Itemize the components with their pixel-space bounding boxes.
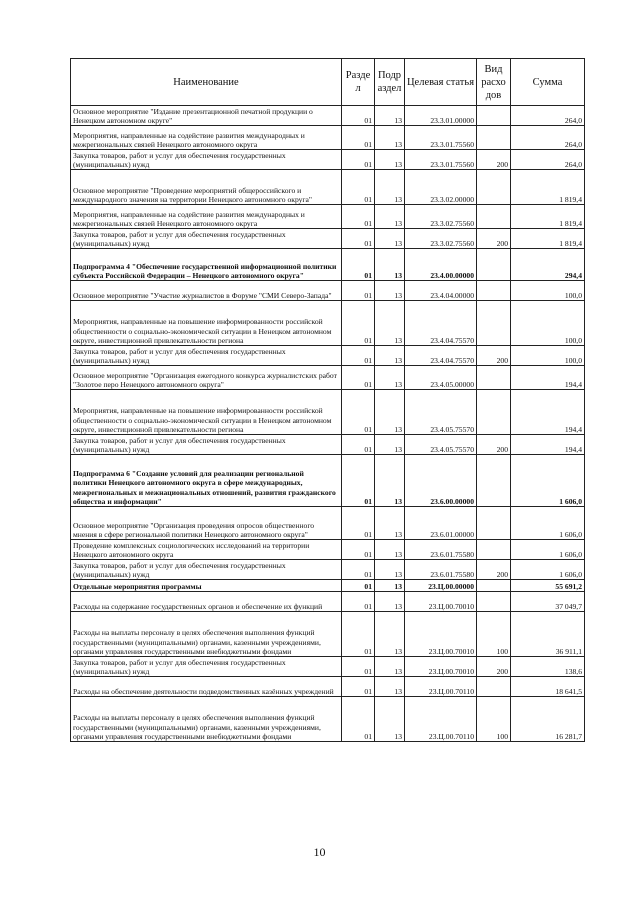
header-target-article: Целевая статья: [405, 59, 477, 106]
table-row: [71, 592, 585, 612]
page-number: 10: [313, 845, 326, 859]
row-sum: 294,4: [511, 249, 585, 281]
row-target-article: 23.4.05.00000: [405, 366, 477, 390]
row-expense-type: [477, 301, 511, 346]
row-target-article: 23.4.04.75570: [405, 301, 477, 346]
row-target-article: 23.3.02.75560: [405, 229, 477, 249]
row-name: Основное мероприятие "Проведение мероприятий общероссийского и международного значения на территории Ненецкого автономного округа": [71, 170, 342, 205]
row-target-article: 23.Ц.00.70110: [405, 677, 477, 697]
row-subsection: 13: [375, 677, 405, 697]
row-target-article: 23.6.01.75580: [405, 560, 477, 580]
row-name: Основное мероприятие "Участие журналистов в Форуме "СМИ Северо-Запада": [71, 281, 342, 301]
row-sum: 264,0: [511, 150, 585, 170]
row-section: 01: [342, 560, 375, 580]
row-name: Расходы на содержание государственных органов и обеспечение их функций: [71, 592, 342, 612]
table-row: [71, 657, 585, 677]
row-name: Расходы на обеспечение деятельности подведомственных казённых учреждений: [71, 677, 342, 697]
table-row: [71, 106, 585, 126]
row-expense-type: [477, 507, 511, 540]
row-expense-type: 100: [477, 697, 511, 742]
row-target-article: 23.6.01.00000: [405, 507, 477, 540]
row-name: Основное мероприятие "Организация ежегодного конкурса журналистских работ "Золотое перо Ненецкого автономного округа": [71, 366, 342, 390]
row-section: 01: [342, 170, 375, 205]
row-expense-type: 200: [477, 346, 511, 366]
row-name: Проведение комплексных социологических исследований на территории Ненецкого автономного округа: [71, 540, 342, 560]
row-name: Мероприятия, направленные на содействие развития международных и межрегиональных связей Ненецкого автономного округа: [71, 205, 342, 229]
row-section: 01: [342, 229, 375, 249]
row-target-article: 23.Ц.00.70010: [405, 592, 477, 612]
row-section: 01: [342, 657, 375, 677]
row-sum: 264,0: [511, 126, 585, 150]
row-subsection: 13: [375, 455, 405, 507]
row-target-article: 23.4.05.75570: [405, 435, 477, 455]
table-row: [71, 540, 585, 560]
row-sum: 194,4: [511, 390, 585, 435]
row-subsection: 13: [375, 346, 405, 366]
table-row: [71, 229, 585, 249]
header-subsection: Подр аздел: [375, 59, 405, 106]
table-row: [71, 346, 585, 366]
row-expense-type: 200: [477, 657, 511, 677]
row-subsection: 13: [375, 697, 405, 742]
row-sum: 55 691,2: [511, 580, 585, 592]
table-row: [71, 612, 585, 657]
table-row: [71, 170, 585, 205]
row-name: Расходы на выплаты персоналу в целях обеспечения выполнения функций государственными (муниципальными) органами, казенными учреждениями, органами управления государственными внебюджетными фондами: [71, 697, 342, 742]
row-section: 01: [342, 507, 375, 540]
row-subsection: 13: [375, 301, 405, 346]
row-section: 01: [342, 612, 375, 657]
row-sum: 1 819,4: [511, 170, 585, 205]
header-sum: Сумма: [511, 59, 585, 106]
row-expense-type: [477, 205, 511, 229]
row-section: 01: [342, 455, 375, 507]
row-subsection: 13: [375, 592, 405, 612]
row-section: 01: [342, 366, 375, 390]
row-expense-type: [477, 455, 511, 507]
table-row: [71, 281, 585, 301]
row-target-article: 23.Ц.00.70010: [405, 612, 477, 657]
row-expense-type: 200: [477, 229, 511, 249]
row-sum: 100,0: [511, 301, 585, 346]
row-expense-type: 100: [477, 612, 511, 657]
row-name: Мероприятия, направленные на повышение информированности российской общественности о социально-экономической ситуации в Ненецком автономном округе, инвестиционной привлекательности региона: [71, 390, 342, 435]
row-name: Мероприятия, направленные на повышение информированности российской общественности о социально-экономической ситуации в Ненецком автономном округе, инвестиционной привлекательности региона: [71, 301, 342, 346]
table-row: [71, 435, 585, 455]
row-subsection: 13: [375, 229, 405, 249]
row-expense-type: [477, 170, 511, 205]
row-subsection: 13: [375, 580, 405, 592]
row-section: 01: [342, 106, 375, 126]
row-section: 01: [342, 540, 375, 560]
table-row: [71, 150, 585, 170]
row-section: 01: [342, 301, 375, 346]
row-section: 01: [342, 580, 375, 592]
row-subsection: 13: [375, 390, 405, 435]
row-sum: 264,0: [511, 106, 585, 126]
row-name: Отдельные мероприятия программы: [71, 580, 342, 592]
table-row: [71, 560, 585, 580]
row-name: Закупка товаров, работ и услуг для обеспечения государственных (муниципальных) нужд: [71, 657, 342, 677]
row-target-article: 23.3.01.00000: [405, 106, 477, 126]
row-sum: 100,0: [511, 281, 585, 301]
table-row: [71, 390, 585, 435]
row-sum: 16 281,7: [511, 697, 585, 742]
row-subsection: 13: [375, 249, 405, 281]
row-subsection: 13: [375, 205, 405, 229]
row-target-article: 23.3.02.00000: [405, 170, 477, 205]
row-expense-type: [477, 677, 511, 697]
row-name: Основное мероприятие "Издание презентационной печатной продукции о Ненецком автономном округе": [71, 106, 342, 126]
row-target-article: 23.3.01.75560: [405, 150, 477, 170]
row-name: Подпрограмма 6 "Создание условий для реализации региональной политики Ненецкого автономного округа в сфере международных, межрегиональных и межнациональных отношений, развития гражданского общества и информации": [71, 455, 342, 507]
row-sum: 1 819,4: [511, 205, 585, 229]
row-sum: 138,6: [511, 657, 585, 677]
row-target-article: 23.6.00.00000: [405, 455, 477, 507]
row-sum: 36 911,1: [511, 612, 585, 657]
header-section: Разде л: [342, 59, 375, 106]
row-sum: 100,0: [511, 346, 585, 366]
row-section: 01: [342, 150, 375, 170]
row-name: Мероприятия, направленные на содействие развития международных и межрегиональных связей Ненецкого автономного округа: [71, 126, 342, 150]
row-expense-type: [477, 390, 511, 435]
row-section: 01: [342, 697, 375, 742]
row-expense-type: [477, 592, 511, 612]
row-subsection: 13: [375, 657, 405, 677]
table-row: [71, 301, 585, 346]
row-sum: 18 641,5: [511, 677, 585, 697]
row-expense-type: 200: [477, 150, 511, 170]
row-name: Закупка товаров, работ и услуг для обеспечения государственных (муниципальных) нужд: [71, 560, 342, 580]
row-target-article: 23.3.02.75560: [405, 205, 477, 229]
row-section: 01: [342, 390, 375, 435]
row-expense-type: [477, 580, 511, 592]
row-section: 01: [342, 249, 375, 281]
row-target-article: 23.4.04.75570: [405, 346, 477, 366]
row-section: 01: [342, 281, 375, 301]
table-row: [71, 455, 585, 507]
table-header-row: [71, 59, 585, 106]
row-section: 01: [342, 126, 375, 150]
row-name: Закупка товаров, работ и услуг для обеспечения государственных (муниципальных) нужд: [71, 346, 342, 366]
table-row: [71, 677, 585, 697]
row-subsection: 13: [375, 435, 405, 455]
row-section: 01: [342, 677, 375, 697]
row-expense-type: [477, 281, 511, 301]
row-sum: 194,4: [511, 435, 585, 455]
row-subsection: 13: [375, 366, 405, 390]
row-expense-type: [477, 106, 511, 126]
row-subsection: 13: [375, 507, 405, 540]
header-expense-type: Вид расхо дов: [477, 59, 511, 106]
row-subsection: 13: [375, 612, 405, 657]
row-subsection: 13: [375, 540, 405, 560]
row-subsection: 13: [375, 560, 405, 580]
row-target-article: 23.Ц.00.70010: [405, 657, 477, 677]
table-row: [71, 126, 585, 150]
table-row: [71, 697, 585, 742]
row-expense-type: [477, 249, 511, 281]
row-expense-type: 200: [477, 435, 511, 455]
table-row: [71, 580, 585, 592]
budget-table: [70, 58, 585, 742]
row-section: 01: [342, 435, 375, 455]
row-name: Закупка товаров, работ и услуг для обеспечения государственных (муниципальных) нужд: [71, 435, 342, 455]
row-sum: 1 606,0: [511, 560, 585, 580]
row-expense-type: 200: [477, 560, 511, 580]
row-target-article: 23.4.04.00000: [405, 281, 477, 301]
row-sum: 194,4: [511, 366, 585, 390]
row-subsection: 13: [375, 150, 405, 170]
row-target-article: 23.4.05.75570: [405, 390, 477, 435]
row-sum: 1 606,0: [511, 540, 585, 560]
row-expense-type: [477, 126, 511, 150]
row-subsection: 13: [375, 170, 405, 205]
table-body: [71, 106, 585, 742]
row-sum: 37 049,7: [511, 592, 585, 612]
row-sum: 1 819,4: [511, 229, 585, 249]
row-name: Подпрограмма 4 "Обеспечение государственной информационной политики субъекта Российской Федерации – Ненецкого автономного округа": [71, 249, 342, 281]
row-name: Основное мероприятие "Организация проведения опросов общественного мнения в сфере региональной политики Ненецкого автономного округа": [71, 507, 342, 540]
row-section: 01: [342, 346, 375, 366]
row-sum: 1 606,0: [511, 455, 585, 507]
row-name: Расходы на выплаты персоналу в целях обеспечения выполнения функций государственными (муниципальными) органами, казенными учреждениями, органами управления государственными внебюджетными фондами: [71, 612, 342, 657]
row-section: 01: [342, 592, 375, 612]
row-subsection: 13: [375, 281, 405, 301]
row-target-article: 23.6.01.75580: [405, 540, 477, 560]
table-row: [71, 249, 585, 281]
row-expense-type: [477, 366, 511, 390]
row-target-article: 23.3.01.75560: [405, 126, 477, 150]
header-name: Наименование: [71, 59, 342, 106]
table-row: [71, 366, 585, 390]
row-target-article: 23.Ц.00.70110: [405, 697, 477, 742]
table-row: [71, 205, 585, 229]
row-sum: 1 606,0: [511, 507, 585, 540]
row-target-article: 23.Ц.00.00000: [405, 580, 477, 592]
row-name: Закупка товаров, работ и услуг для обеспечения государственных (муниципальных) нужд: [71, 229, 342, 249]
row-section: 01: [342, 205, 375, 229]
row-subsection: 13: [375, 126, 405, 150]
row-subsection: 13: [375, 106, 405, 126]
row-expense-type: [477, 540, 511, 560]
row-target-article: 23.4.00.00000: [405, 249, 477, 281]
row-name: Закупка товаров, работ и услуг для обеспечения государственных (муниципальных) нужд: [71, 150, 342, 170]
table-row: [71, 507, 585, 540]
